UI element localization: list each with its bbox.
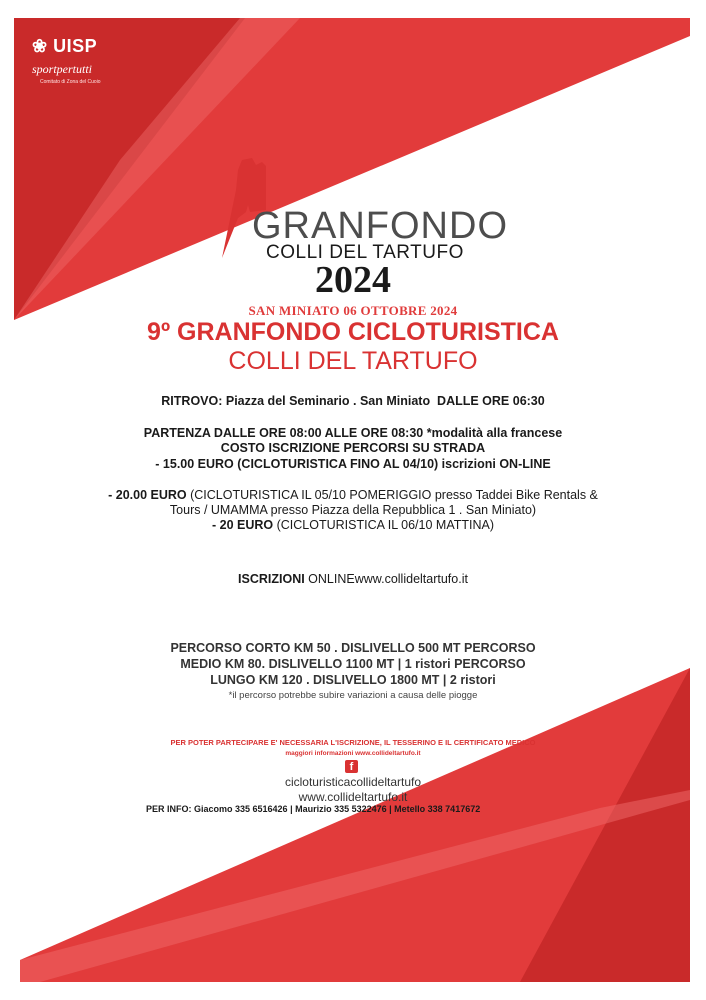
facebook-icon[interactable]: f — [345, 760, 358, 773]
price-2-amount: - 20 EURO — [211, 518, 274, 532]
event-date-line: SAN MINIATO 06 OTTOBRE 2024 — [248, 303, 458, 318]
event-subheading: COLLI DEL TARTUFO — [228, 347, 478, 375]
online-line — [0, 572, 706, 586]
price-online-line: - 15.00 EURO (CICLOTURISTICA FINO AL 04/10) iscrizioni ON-LINE — [155, 457, 551, 471]
uisp-logo — [32, 36, 97, 57]
online-text: ONLINE — [304, 572, 355, 586]
website-link[interactable]: www.collideltartufo.it — [298, 790, 408, 804]
price-1-line2: Tours / UMAMMA presso Piazza della Repubblica 1 . San Miniato) — [169, 503, 537, 517]
price-1-line — [0, 488, 706, 502]
price-1-amount: - 20.00 EURO — [108, 488, 187, 502]
route-note: *il percorso potrebbe subire variazioni a causa delle piogge — [228, 690, 478, 701]
price-2-line — [0, 518, 706, 532]
event-title-line1: GRANFONDO — [252, 205, 508, 247]
route-line2: MEDIO KM 80. DISLIVELLO 1100 MT | 1 ristori PERCORSO — [180, 657, 526, 671]
route-line1: PERCORSO CORTO KM 50 . DISLIVELLO 500 MT PERCORSO — [170, 641, 536, 655]
facebook-handle[interactable]: cicloturisticacollideltartufo — [284, 775, 422, 789]
uisp-tagline: sportpertutti — [32, 62, 93, 76]
partenza-line: PARTENZA DALLE ORE 08:00 ALLE ORE 08:30 *modalità alla francese — [143, 426, 563, 440]
uisp-small-text: Comitato di Zona del Cuoio — [40, 79, 101, 85]
costo-line: COSTO ISCRIZIONE PERCORSI SU STRADA — [220, 441, 486, 455]
route-line3: LUNGO KM 120 . DISLIVELLO 1800 MT | 2 ristori — [210, 673, 496, 687]
ritrovo-label: RITROVO: — [161, 394, 223, 408]
uisp-runner-icon: ❀ — [32, 36, 48, 56]
event-heading: 9º GRANFONDO CICLOTURISTICA — [147, 318, 559, 346]
event-year: 2024 — [315, 259, 391, 301]
more-info-text: maggiori informazioni www.collideltartufo.it — [285, 750, 421, 757]
online-label: ISCRIZIONI — [238, 572, 305, 586]
price-2-text: (CICLOTURISTICA IL 06/10 MATTINA) — [273, 518, 494, 532]
requirement-text: PER POTER PARTECIPARE E' NECESSARIA L'ISCRIZIONE, IL TESSERINO E IL CERTIFICATO MEDICO — [170, 738, 536, 747]
uisp-name: UISP — [53, 36, 98, 56]
online-url[interactable]: www.collideltartufo.it — [354, 572, 468, 586]
contacts-line: PER INFO: Giacomo 335 6516426 | Maurizio 335 5322476 | Metello 338 7417672 — [146, 804, 481, 814]
ritrovo-place: Piazza del Seminario . San Miniato — [225, 394, 431, 408]
ritrovo-line — [0, 394, 706, 408]
ritrovo-time: DALLE ORE 06:30 — [437, 394, 545, 408]
event-title-line2: COLLI DEL TARTUFO — [266, 242, 464, 263]
price-1-text: (CICLOTURISTICA IL 05/10 POMERIGGIO presso Taddei Bike Rentals & — [186, 488, 598, 502]
